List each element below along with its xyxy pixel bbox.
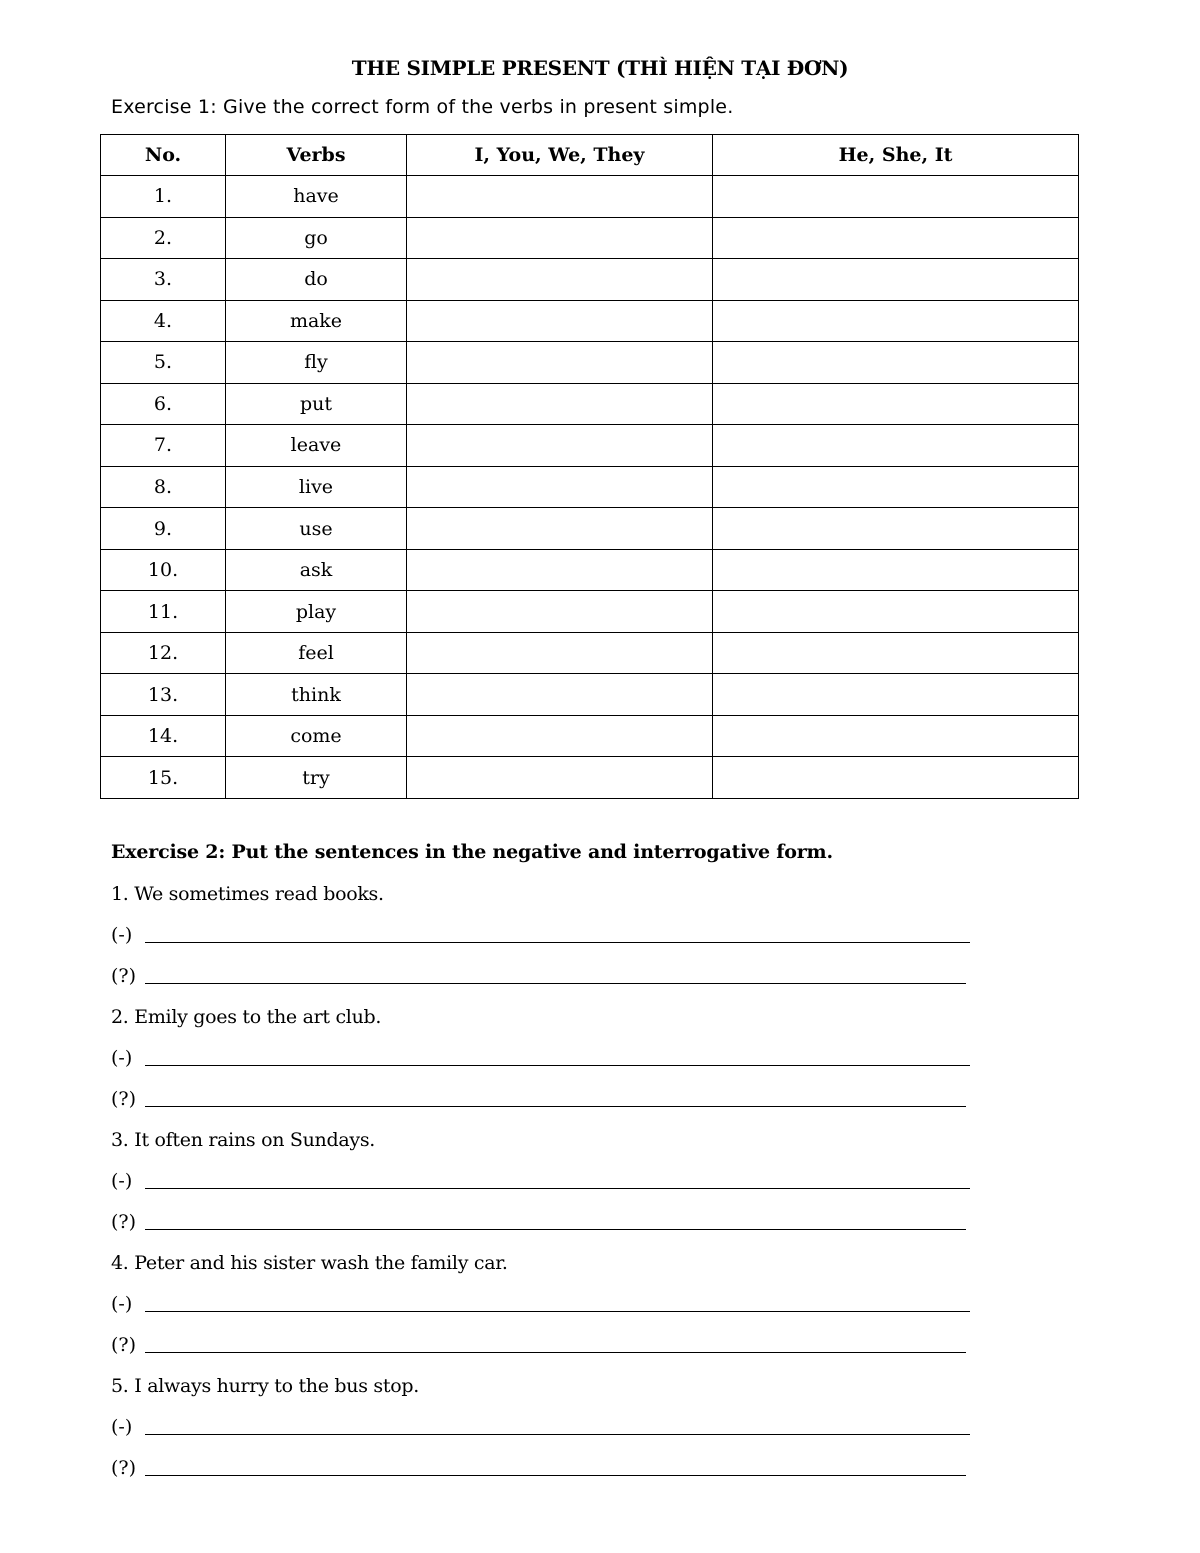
answer-plural-cell[interactable] (407, 425, 713, 467)
interrogative-answer-row (111, 1331, 981, 1372)
table-row (101, 300, 1079, 342)
answer-plural-cell[interactable] (407, 259, 713, 301)
negative-answer-line[interactable] (145, 921, 970, 943)
answer-plural-cell[interactable] (407, 715, 713, 757)
list-item (111, 1126, 981, 1249)
row-number: 8. (101, 466, 226, 508)
answer-plural-cell[interactable] (407, 674, 713, 716)
negative-marker: (-) (111, 1293, 133, 1315)
table-row (101, 176, 1079, 218)
row-number: 5. (101, 342, 226, 384)
table-row (101, 383, 1079, 425)
negative-answer-row (111, 1413, 981, 1454)
table-row (101, 466, 1079, 508)
exercise-sentence: 4. Peter and his sister wash the family car. (111, 1252, 508, 1274)
row-number: 2. (101, 217, 226, 259)
negative-answer-line[interactable] (145, 1413, 970, 1435)
negative-marker: (-) (111, 1416, 133, 1438)
answer-singular-cell[interactable] (713, 591, 1079, 633)
list-item (111, 1372, 981, 1495)
table-header-row (101, 135, 1079, 176)
header-plural-subjects: I, You, We, They (407, 135, 713, 176)
table-row (101, 217, 1079, 259)
exercise-sentence: 5. I always hurry to the bus stop. (111, 1375, 419, 1397)
answer-plural-cell[interactable] (407, 632, 713, 674)
answer-plural-cell[interactable] (407, 176, 713, 218)
list-item (111, 880, 981, 1003)
interrogative-marker: (?) (111, 1457, 137, 1479)
row-verb: play (226, 591, 407, 633)
exercise-2-heading: Exercise 2: Put the sentences in the negative and interrogative form. (111, 841, 833, 863)
negative-answer-line[interactable] (145, 1290, 970, 1312)
negative-answer-row (111, 1044, 981, 1085)
interrogative-answer-line[interactable] (145, 1208, 966, 1230)
answer-singular-cell[interactable] (713, 674, 1079, 716)
row-verb: leave (226, 425, 407, 467)
answer-singular-cell[interactable] (713, 300, 1079, 342)
interrogative-answer-row (111, 1454, 981, 1495)
answer-singular-cell[interactable] (713, 632, 1079, 674)
answer-plural-cell[interactable] (407, 757, 713, 799)
table-row (101, 342, 1079, 384)
row-number: 12. (101, 632, 226, 674)
interrogative-marker: (?) (111, 1211, 137, 1233)
list-item (111, 1249, 981, 1372)
negative-answer-row (111, 921, 981, 962)
table-row (101, 591, 1079, 633)
answer-singular-cell[interactable] (713, 425, 1079, 467)
table-row (101, 549, 1079, 591)
negative-answer-row (111, 1290, 981, 1331)
answer-plural-cell[interactable] (407, 217, 713, 259)
answer-singular-cell[interactable] (713, 176, 1079, 218)
answer-plural-cell[interactable] (407, 591, 713, 633)
interrogative-answer-row (111, 962, 981, 1003)
interrogative-answer-line[interactable] (145, 1085, 966, 1107)
interrogative-answer-line[interactable] (145, 1454, 966, 1476)
page-title: THE SIMPLE PRESENT (THÌ HIỆN TẠI ĐƠN) (351, 56, 849, 80)
table-row (101, 757, 1079, 799)
interrogative-marker: (?) (111, 1334, 137, 1356)
answer-plural-cell[interactable] (407, 508, 713, 550)
interrogative-marker: (?) (111, 1088, 137, 1110)
answer-plural-cell[interactable] (407, 549, 713, 591)
negative-marker: (-) (111, 1170, 133, 1192)
verb-forms-table (100, 134, 1079, 799)
table-row (101, 508, 1079, 550)
row-verb: use (226, 508, 407, 550)
answer-singular-cell[interactable] (713, 259, 1079, 301)
row-number: 14. (101, 715, 226, 757)
interrogative-marker: (?) (111, 965, 137, 987)
row-verb: ask (226, 549, 407, 591)
answer-plural-cell[interactable] (407, 300, 713, 342)
row-number: 1. (101, 176, 226, 218)
row-verb: live (226, 466, 407, 508)
answer-singular-cell[interactable] (713, 217, 1079, 259)
row-number: 10. (101, 549, 226, 591)
exercise-sentence: 2. Emily goes to the art club. (111, 1006, 382, 1028)
table-row (101, 259, 1079, 301)
interrogative-answer-line[interactable] (145, 962, 966, 984)
table-row (101, 674, 1079, 716)
answer-singular-cell[interactable] (713, 757, 1079, 799)
answer-singular-cell[interactable] (713, 342, 1079, 384)
row-number: 4. (101, 300, 226, 342)
exercise-sentence: 1. We sometimes read books. (111, 883, 384, 905)
row-verb: put (226, 383, 407, 425)
negative-answer-line[interactable] (145, 1044, 970, 1066)
answer-singular-cell[interactable] (713, 383, 1079, 425)
row-verb: do (226, 259, 407, 301)
answer-plural-cell[interactable] (407, 342, 713, 384)
exercise-1-instruction: Exercise 1: Give the correct form of the verbs in present simple. (111, 96, 734, 118)
row-verb: come (226, 715, 407, 757)
row-number: 6. (101, 383, 226, 425)
header-singular-subjects: He, She, It (713, 135, 1079, 176)
interrogative-answer-row (111, 1085, 981, 1126)
row-verb: make (226, 300, 407, 342)
answer-singular-cell[interactable] (713, 715, 1079, 757)
row-verb: fly (226, 342, 407, 384)
header-verbs: Verbs (226, 135, 407, 176)
answer-plural-cell[interactable] (407, 466, 713, 508)
answer-plural-cell[interactable] (407, 383, 713, 425)
row-number: 7. (101, 425, 226, 467)
answer-singular-cell[interactable] (713, 508, 1079, 550)
row-verb: go (226, 217, 407, 259)
exercise-sentence: 3. It often rains on Sundays. (111, 1129, 376, 1151)
row-number: 11. (101, 591, 226, 633)
row-number: 15. (101, 757, 226, 799)
negative-marker: (-) (111, 1047, 133, 1069)
interrogative-answer-row (111, 1208, 981, 1249)
table-row (101, 425, 1079, 467)
table-row (101, 632, 1079, 674)
list-item (111, 1003, 981, 1126)
row-number: 9. (101, 508, 226, 550)
header-no: No. (101, 135, 226, 176)
negative-answer-row (111, 1167, 981, 1208)
interrogative-answer-line[interactable] (145, 1331, 966, 1353)
negative-marker: (-) (111, 924, 133, 946)
table-row (101, 715, 1079, 757)
answer-singular-cell[interactable] (713, 466, 1079, 508)
row-verb: feel (226, 632, 407, 674)
exercise-2-list (111, 880, 981, 1495)
row-number: 3. (101, 259, 226, 301)
row-number: 13. (101, 674, 226, 716)
row-verb: try (226, 757, 407, 799)
answer-singular-cell[interactable] (713, 549, 1079, 591)
negative-answer-line[interactable] (145, 1167, 970, 1189)
row-verb: think (226, 674, 407, 716)
row-verb: have (226, 176, 407, 218)
